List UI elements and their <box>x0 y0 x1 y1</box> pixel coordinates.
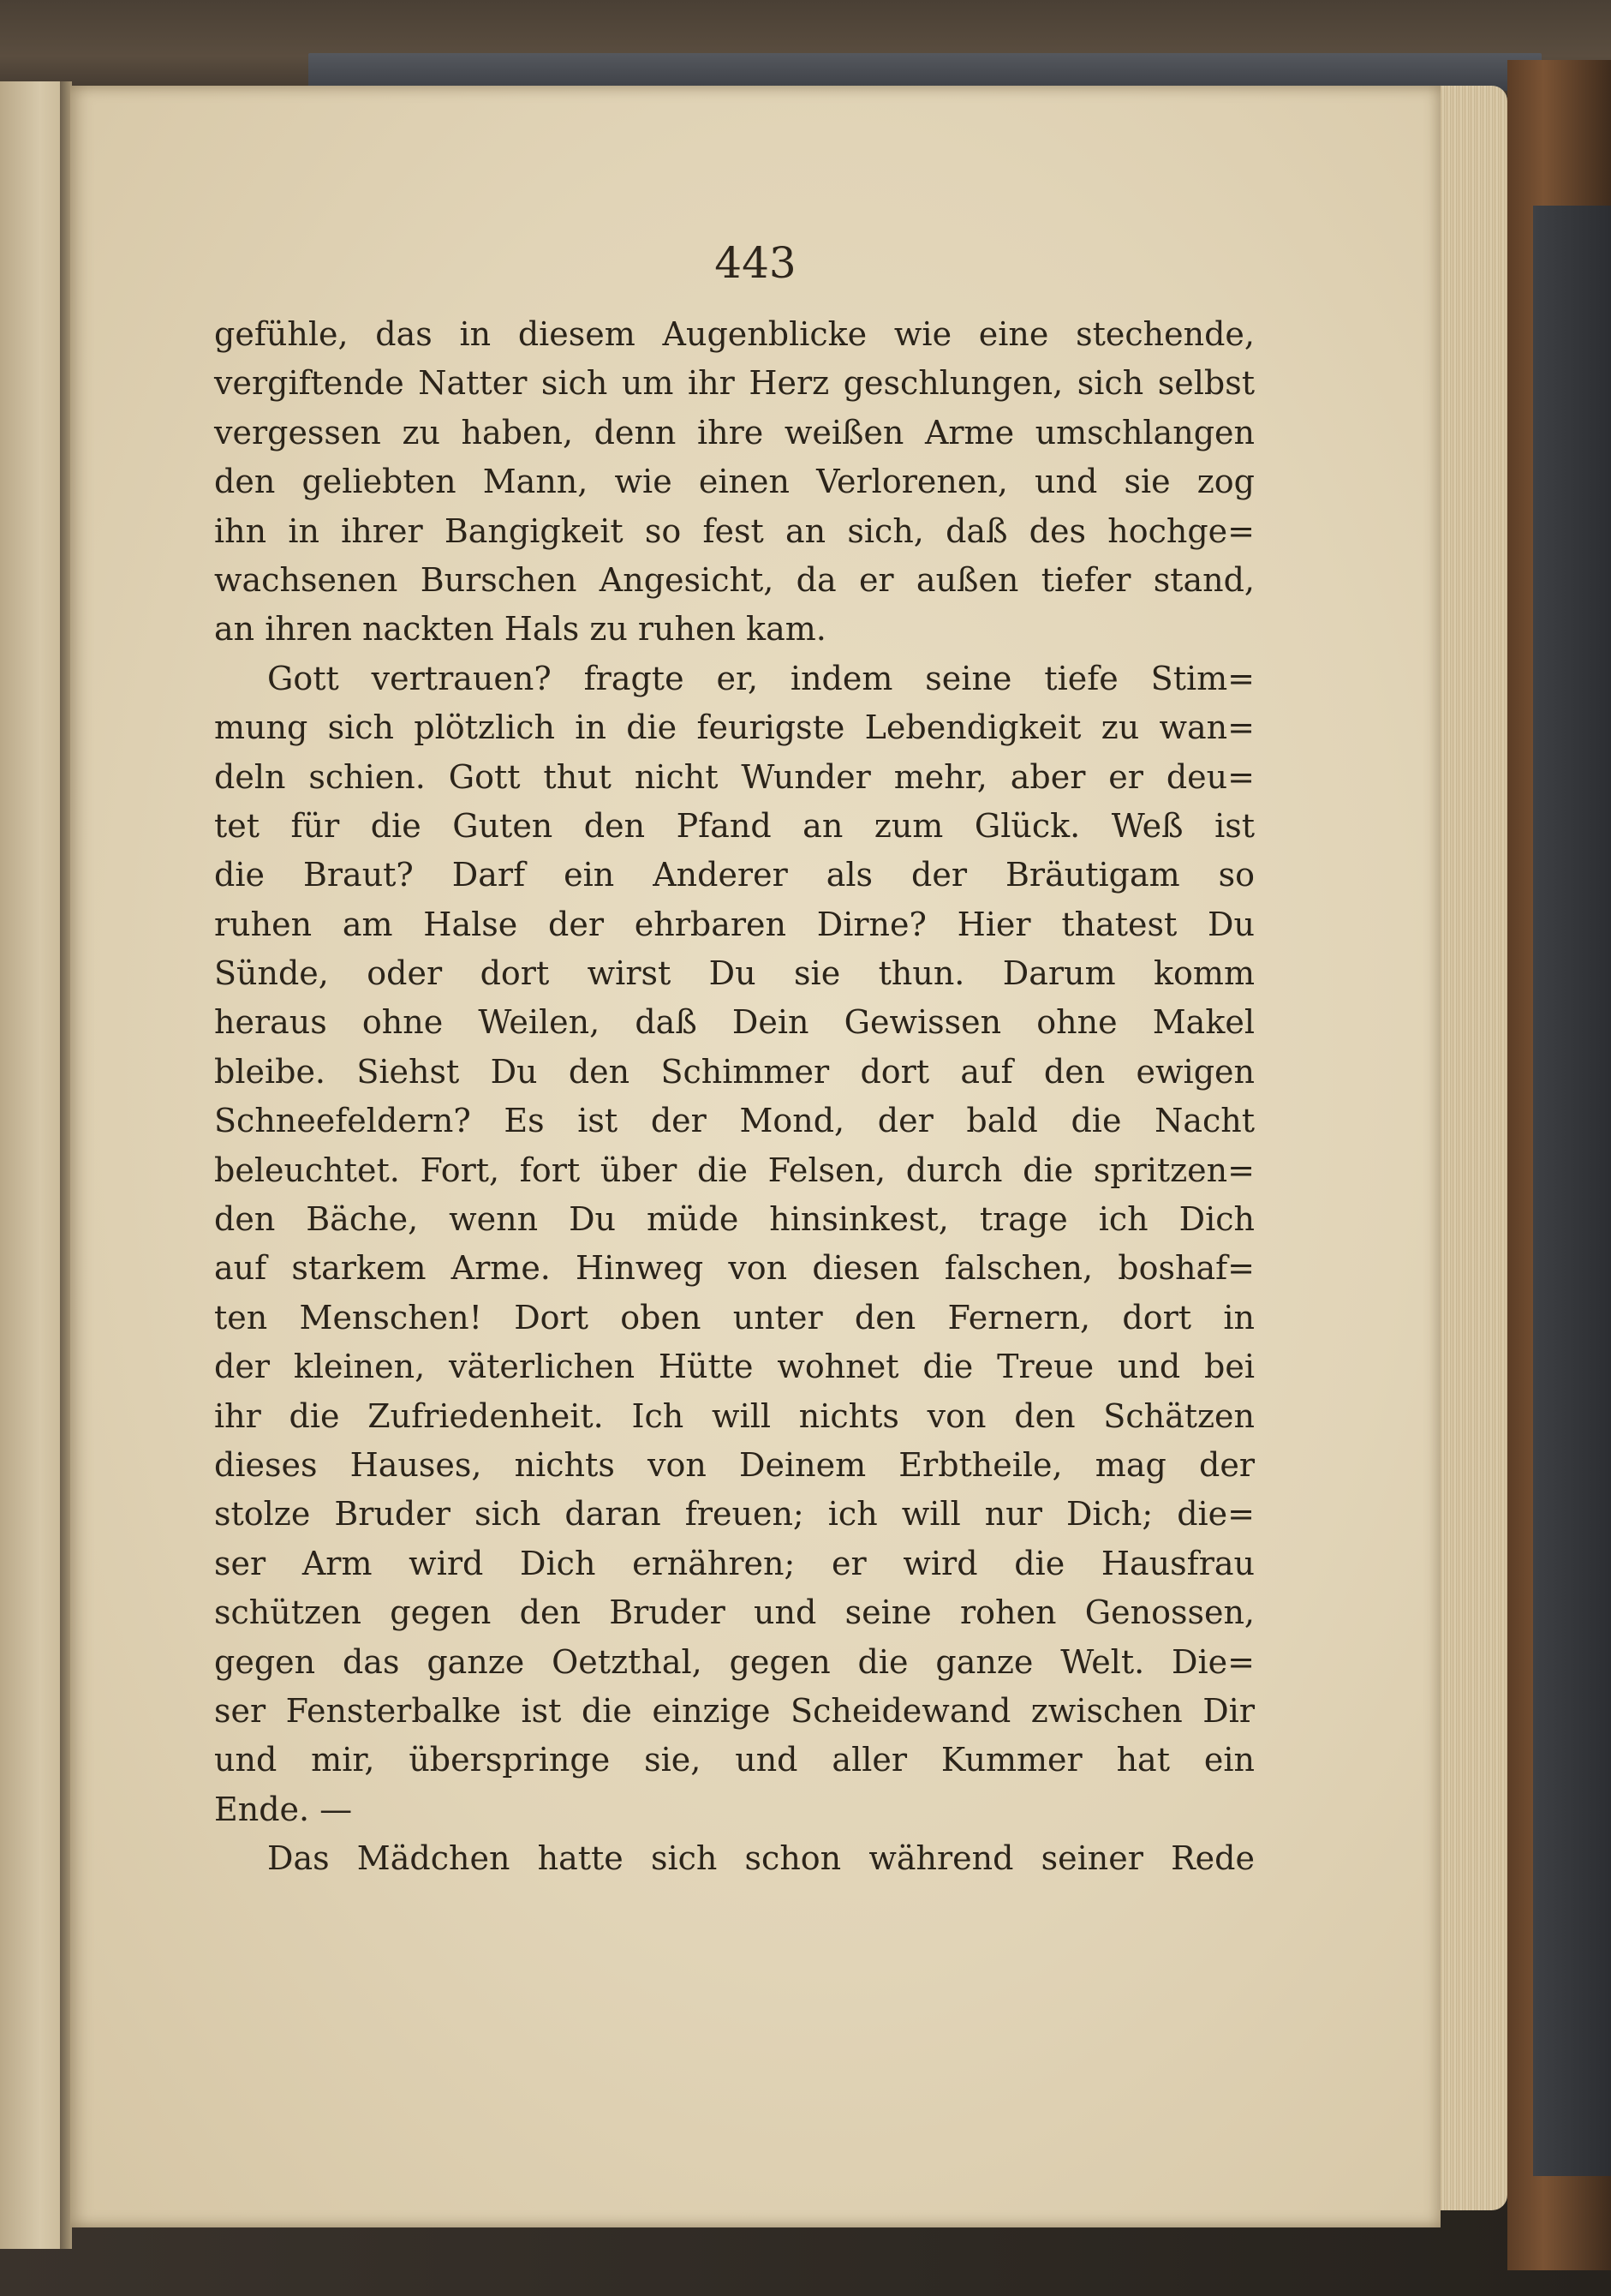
text-line: an ihren nackten Hals zu ruhen kam. <box>214 610 826 649</box>
text-line: wachsenen Burschen Angesicht, da er außen tiefer stand, <box>214 560 1255 599</box>
facing-page-left <box>0 81 67 2249</box>
text-line: Gott vertrauen? fragte er, indem seine tiefe Stim= <box>267 659 1255 697</box>
text-line: den geliebten Mann, wie einen Verlorenen, und sie zog <box>214 463 1255 501</box>
book-page <box>70 86 1441 2227</box>
text-line: bleibe. Siehst Du den Schimmer dort auf den ewigen <box>214 1052 1255 1091</box>
text-line: gegen das ganze Oetzthal, gegen die ganze Welt. Die= <box>214 1642 1255 1681</box>
text-line: schützen gegen den Bruder und seine rohen Genossen, <box>214 1593 1255 1632</box>
text-line: deln schien. Gott thut nicht Wunder mehr, aber er deu= <box>214 757 1255 796</box>
text-line: ruhen am Halse der ehrbaren Dirne? Hier thatest Du <box>214 905 1255 943</box>
text-line: ser Arm wird Dich ernähren; er wird die Hausfrau <box>214 1544 1255 1582</box>
text-line: der kleinen, väterlichen Hütte wohnet die Treue und bei <box>214 1348 1255 1386</box>
text-line: stolze Bruder sich daran freuen; ich will nur Dich; die= <box>214 1495 1255 1534</box>
text-line: Das Mädchen hatte sich schon während seiner Rede <box>267 1839 1255 1878</box>
text-line: beleuchtet. Fort, fort über die Felsen, durch die spritzen= <box>214 1151 1255 1189</box>
text-line: mung sich plötzlich in die feurigste Lebendigkeit zu wan= <box>214 709 1255 747</box>
text-line: dieses Hauses, nichts von Deinem Erbtheile, mag der <box>214 1445 1255 1484</box>
text-line: die Braut? Darf ein Anderer als der Bräutigam so <box>214 856 1255 894</box>
text-line: Ende. — <box>214 1790 353 1828</box>
page-number: 443 <box>714 238 797 288</box>
page-edges <box>1439 86 1507 2210</box>
text-line: gefühle, das in diesem Augenblicke wie eine stechende, <box>214 315 1255 353</box>
text-line: den Bäche, wenn Du müde hinsinkest, trage ich Dich <box>214 1200 1255 1239</box>
text-line: ihn in ihrer Bangigkeit so fest an sich, daß des hochge= <box>214 511 1255 550</box>
text-line: Schneefeldern? Es ist der Mond, der bald die Nacht <box>214 1102 1255 1140</box>
text-line: vergessen zu haben, denn ihre weißen Arme umschlangen <box>214 413 1255 451</box>
text-line: vergiftende Natter sich um ihr Herz geschlungen, sich selbst <box>214 364 1255 403</box>
cover-board-right <box>1533 206 1611 2176</box>
page-text <box>214 310 1255 1884</box>
text-line: tet für die Guten den Pfand an zum Glück. Weß ist <box>214 806 1255 845</box>
text-line: heraus ohne Weilen, daß Dein Gewissen ohne Makel <box>214 1003 1255 1042</box>
text-line: ten Menschen! Dort oben unter den Fernern, dort in <box>214 1298 1255 1336</box>
text-line: und mir, überspringe sie, und aller Kummer hat ein <box>214 1741 1255 1779</box>
text-line: ihr die Zufriedenheit. Ich will nichts von den Schätzen <box>214 1396 1255 1435</box>
text-line: Sünde, oder dort wirst Du sie thun. Darum komm <box>214 954 1255 993</box>
text-line: ser Fensterbalke ist die einzige Scheidewand zwischen Dir <box>214 1691 1255 1730</box>
text-line: auf starkem Arme. Hinweg von diesen falschen, boshaf= <box>214 1249 1255 1288</box>
